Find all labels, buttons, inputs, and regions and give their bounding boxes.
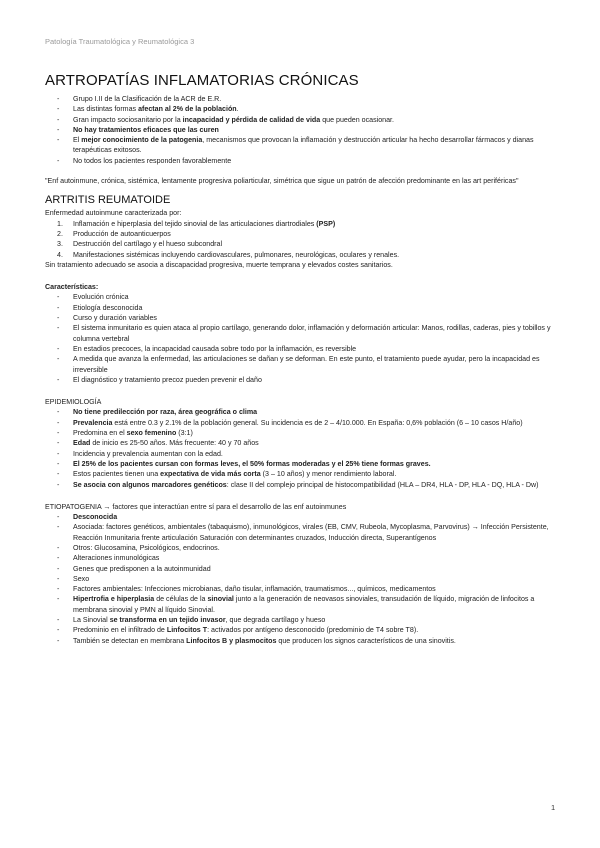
list-item: - Edad de inicio es 25-50 años. Más frecuente: 40 y 70 años [57,438,565,448]
list-item: - El mejor conocimiento de la patogenia, mecanismos que provocan la inflamación y destrucción articular ha hecho desarrollar fármacos y dianas terapéuticas exitosos. [57,135,565,156]
section-title-artropatias: ARTROPATÍAS INFLAMATORIAS CRÓNICAS [45,72,359,89]
list-item: - No hay tratamientos eficaces que las curen [57,125,565,135]
list-item: - El 25% de los pacientes cursan con formas leves, el 50% formas moderadas y el 25% tiene formas graves. [57,459,565,469]
list-item: - Se asocia con algunos marcadores genéticos: clase II del complejo principal de histocompatibilidad (HLA – DR4, HLA - DP, HLA - DQ, HLA - Dw) [57,480,565,490]
list-item: - Predominio en el infiltrado de Linfocitos T: activados por antígeno desconocido (predominio de T4 sobre T8). [57,625,565,635]
list-item: - En estadios precoces, la incapacidad causada sobre todo por la inflamación, es reversible [57,344,565,354]
etiopatogenia-heading: ETIOPATOGENIA → factores que interactúan entre sí para el desarrollo de las enf autoinmunes [45,502,347,511]
list-item: - Evolución crónica [57,292,565,302]
artritis-intro: Enfermedad autoinmune caracterizada por: [45,209,182,218]
list-item: - Las distintas formas afectan al 2% de la población. [57,104,565,114]
list-item: - Prevalencia está entre 0.3 y 2.1% de la población general. Su incidencia es de 2 – 4/10.000. En España: 0,6% población (6 – 10 casos H/año) [57,418,565,428]
list-item: - Genes que predisponen a la autoinmunidad [57,564,565,574]
list-item: - Predomina en el sexo femenino (3:1) [57,428,565,438]
list-item: - Grupo I.II de la Clasificación de la ACR de E.R. [57,94,565,104]
list-item: - Factores ambientales: Infecciones microbianas, daño tisular, inflamación, traumatismos..., químicos, medicamentos [57,584,565,594]
list-item: - El diagnóstico y tratamiento precoz pueden prevenir el daño [57,375,565,385]
numbered-item: 4. Manifestaciones sistémicas incluyendo cardiovasculares, pulmonares, neurológicas, oculares y renales. [57,250,400,259]
list-item: - Hipertrofia e hiperplasia de células de la sinovial junto a la generación de neovasos sinoviales, transudación de líquido, migración de linfocitos a membrana sinovial y PMN al líquido Sinovial. [57,594,565,615]
artritis-numbered-list [45,219,565,260]
list-item: - Etiología desconocida [57,303,565,313]
epidemiologia-section [45,397,565,490]
list-item: - Gran impacto sociosanitario por la incapacidad y pérdida de calidad de vida que pueden ocasionar. [57,115,565,125]
numbered-item: 2. Producción de autoanticuerpos [57,229,171,238]
caracteristicas-list [45,292,565,385]
numbered-item: 3. Destrucción del cartílago y el hueso subcondral [57,240,223,249]
caracteristicas-section [45,282,565,385]
list-item: - Sexo [57,574,565,584]
list-item: - A medida que avanza la enfermedad, las articulaciones se dañan y se deforman. En este punto, el tratamiento puede ayudar, pero la incapacidad es irreversible [57,354,565,375]
list-item: - El sistema inmunitario es quien ataca al propio cartílago, generando dolor, inflamación y deformación articular: Manos, rodillas, caderas, pies y tobillos y columna vertebral [57,323,565,344]
epidemiologia-list [45,407,565,489]
numbered-item: 1. Inflamación e hiperplasia del tejido sinovial de las articulaciones diartrodiales (PSP) [57,219,336,228]
running-header: Patología Traumatológica y Reumatológica 3 [45,37,195,46]
list-item: - Desconocida [57,512,565,522]
list-item: - Alteraciones inmunológicas [57,553,565,563]
list-item: - Incidencia y prevalencia aumentan con la edad. [57,449,565,459]
list-item: - Otros: Glucosamina, Psicológicos, endocrinos. [57,543,565,553]
list-item: - También se detectan en membrana Linfocitos B y plasmocitos que producen los signos característicos de una sinovitis. [57,636,565,646]
definition-quote: "Enf autoinmune, crónica, sistémica, lentamente progresiva poliarticular, simétrica que sigue un patrón de afección predominante en las art periféricas" [45,177,519,186]
list-item: - La Sinovial se transforma en un tejido invasor, que degrada cartílago y hueso [57,615,565,625]
list-item: - Estos pacientes tienen una expectativa de vida más corta (3 – 10 años) y menor rendimiento laboral. [57,469,565,479]
etiopatogenia-list [45,512,565,646]
list-item: - No tiene predilección por raza, área geográfica o clima [57,407,565,417]
list-item: - Curso y duración variables [57,313,565,323]
etiopatogenia-section [45,502,565,646]
artropatias-list [45,94,565,166]
epidemiologia-heading: EPIDEMIOLOGÍA [45,398,102,407]
page-content [45,72,565,646]
list-item: - No todos los pacientes responden favorablemente [57,156,565,166]
page-number: 1 [551,803,556,812]
artritis-outro: Sin tratamiento adecuado se asocia a discapacidad progresiva, muerte temprana y elevados costes sanitarios. [45,260,393,269]
section-title-artritis: ARTRITIS REUMATOIDE [45,194,171,207]
list-item: - Asociada: factores genéticos, ambientales (tabaquismo), inmunológicos, virales (EB, CMV, Rubeola, Mycoplasma, Parvovirus) → Infección Persistente, Reacción Inmunitaria frente articulación Saturación con determinantes cruzados, Inducción directa, Superantígenos [57,522,565,543]
caracteristicas-heading: Características: [45,283,99,292]
